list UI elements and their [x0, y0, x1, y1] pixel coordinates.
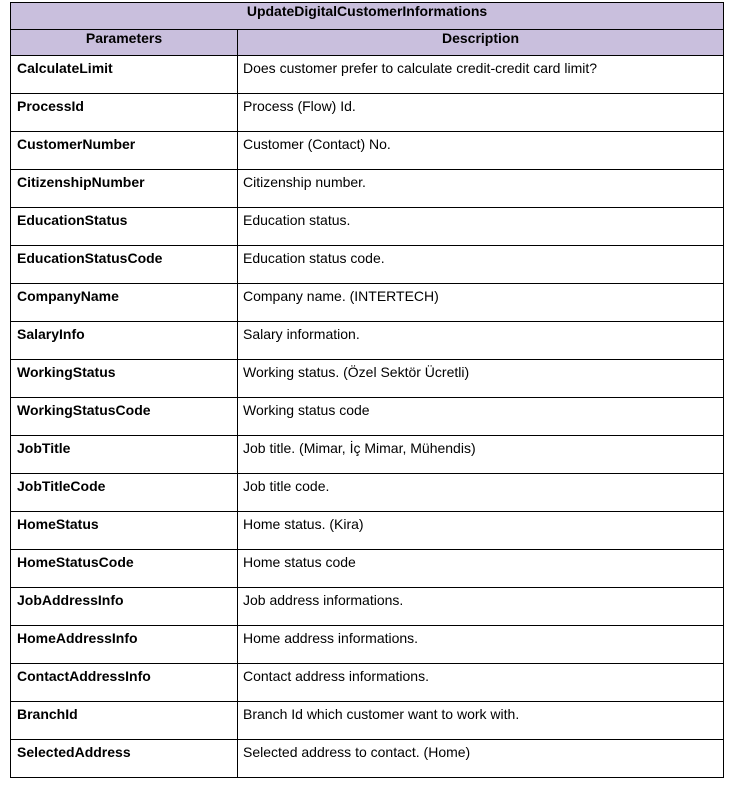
param-name: CalculateLimit	[11, 56, 238, 94]
table-row	[11, 588, 724, 626]
param-name: SelectedAddress	[11, 740, 238, 778]
param-description: Home address informations.	[238, 626, 724, 664]
param-name: HomeStatus	[11, 512, 238, 550]
param-name: HomeStatusCode	[11, 550, 238, 588]
table-row	[11, 208, 724, 246]
param-name: JobAddressInfo	[11, 588, 238, 626]
table-row	[11, 474, 724, 512]
param-description: Selected address to contact. (Home)	[238, 740, 724, 778]
param-description: Home status. (Kira)	[238, 512, 724, 550]
table-row	[11, 702, 724, 740]
param-description: Process (Flow) Id.	[238, 94, 724, 132]
param-description: Salary information.	[238, 322, 724, 360]
table-row	[11, 246, 724, 284]
param-description: Working status code	[238, 398, 724, 436]
param-name: JobTitle	[11, 436, 238, 474]
param-description: Job title. (Mimar, İç Mimar, Mühendis)	[238, 436, 724, 474]
table-row	[11, 322, 724, 360]
param-description: Education status.	[238, 208, 724, 246]
param-name: CitizenshipNumber	[11, 170, 238, 208]
table-row	[11, 436, 724, 474]
param-name: CompanyName	[11, 284, 238, 322]
param-description: Citizenship number.	[238, 170, 724, 208]
table-row	[11, 740, 724, 778]
param-name: JobTitleCode	[11, 474, 238, 512]
table-row	[11, 360, 724, 398]
param-description: Contact address informations.	[238, 664, 724, 702]
param-description: Education status code.	[238, 246, 724, 284]
table-row	[11, 512, 724, 550]
table-row	[11, 94, 724, 132]
table-row	[11, 398, 724, 436]
param-description: Job title code.	[238, 474, 724, 512]
table-row	[11, 626, 724, 664]
table-row	[11, 170, 724, 208]
table-title-row	[11, 3, 724, 30]
table-row	[11, 550, 724, 588]
table-row	[11, 664, 724, 702]
param-description: Branch Id which customer want to work with.	[238, 702, 724, 740]
header-description: Description	[238, 30, 724, 56]
param-name: SalaryInfo	[11, 322, 238, 360]
param-name: EducationStatusCode	[11, 246, 238, 284]
table-row	[11, 132, 724, 170]
table-row	[11, 284, 724, 322]
parameters-table	[10, 2, 724, 778]
param-name: HomeAddressInfo	[11, 626, 238, 664]
param-name: ContactAddressInfo	[11, 664, 238, 702]
table-row	[11, 56, 724, 94]
param-name: WorkingStatusCode	[11, 398, 238, 436]
param-name: ProcessId	[11, 94, 238, 132]
param-description: Customer (Contact) No.	[238, 132, 724, 170]
param-description: Does customer prefer to calculate credit-credit card limit?	[238, 56, 724, 94]
param-description: Job address informations.	[238, 588, 724, 626]
header-parameters: Parameters	[11, 30, 238, 56]
param-description: Home status code	[238, 550, 724, 588]
param-name: CustomerNumber	[11, 132, 238, 170]
param-name: BranchId	[11, 702, 238, 740]
param-description: Working status. (Özel Sektör Ücretli)	[238, 360, 724, 398]
param-name: WorkingStatus	[11, 360, 238, 398]
param-name: EducationStatus	[11, 208, 238, 246]
param-description: Company name. (INTERTECH)	[238, 284, 724, 322]
table-header-row	[11, 30, 724, 56]
table-title: UpdateDigitalCustomerInformations	[11, 3, 724, 30]
